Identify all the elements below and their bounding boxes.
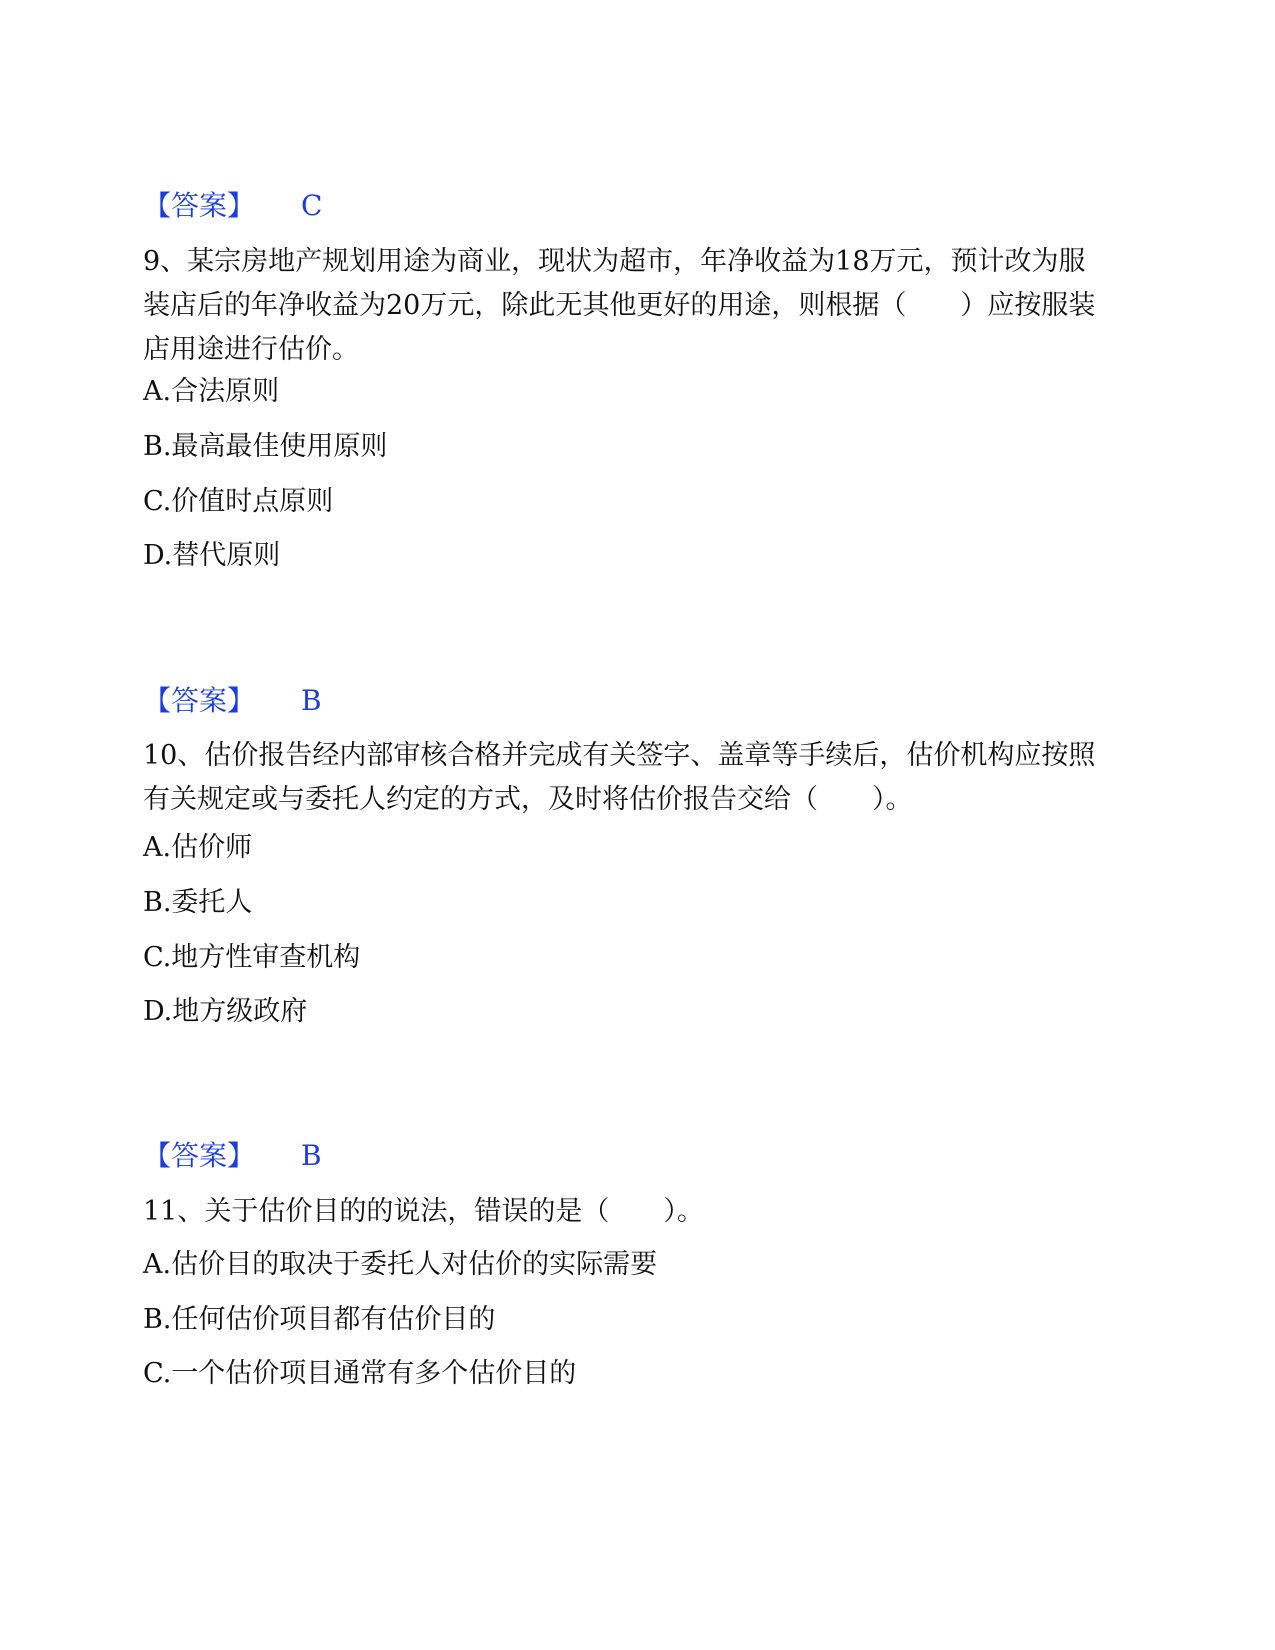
answer-value: B bbox=[301, 684, 322, 717]
question-9-text: 9、某宗房地产规划用途为商业，现状为超市，年净收益为18万元，预计改为服装店后的年净收益为20万元，除此无其他更好的用途，则根据（ ）应按服装店用途进行估价。 bbox=[143, 246, 1096, 365]
answer-line bbox=[143, 1136, 322, 1176]
question-10-text: 10、估价报告经内部审核合格并完成有关签字、盖章等手续后，估价机构应按照有关规定或与委托人约定的方式，及时将估价报告交给（ ）。 bbox=[143, 740, 1096, 815]
answer-value: B bbox=[301, 1139, 322, 1172]
answer-value: C bbox=[301, 189, 323, 222]
question-10-option-b: B.委托人 bbox=[143, 887, 253, 918]
answer-line bbox=[143, 681, 322, 721]
question-11-option-b: B.任何估价项目都有估价目的 bbox=[143, 1304, 496, 1335]
question-9-option-b: B.最高最佳使用原则 bbox=[143, 431, 388, 462]
question-11-option-a: A.估价目的取决于委托人对估价的实际需要 bbox=[143, 1249, 658, 1280]
answer-label: 【答案】 bbox=[143, 1139, 256, 1172]
question-10-option-d: D.地方级政府 bbox=[143, 996, 308, 1027]
question-10-option-c: C.地方性审查机构 bbox=[143, 942, 361, 973]
question-11-text: 11、关于估价目的的说法，错误的是（ ）。 bbox=[143, 1196, 704, 1227]
answer-label: 【答案】 bbox=[143, 189, 256, 222]
answer-label: 【答案】 bbox=[143, 684, 256, 717]
question-9-option-d: D.替代原则 bbox=[143, 540, 281, 571]
answer-line bbox=[143, 186, 322, 226]
question-9-option-c: C.价值时点原则 bbox=[143, 486, 334, 517]
question-11-option-c: C.一个估价项目通常有多个估价目的 bbox=[143, 1358, 577, 1389]
question-10-option-a: A.估价师 bbox=[143, 832, 253, 863]
question-9-option-a: A.合法原则 bbox=[143, 376, 280, 407]
